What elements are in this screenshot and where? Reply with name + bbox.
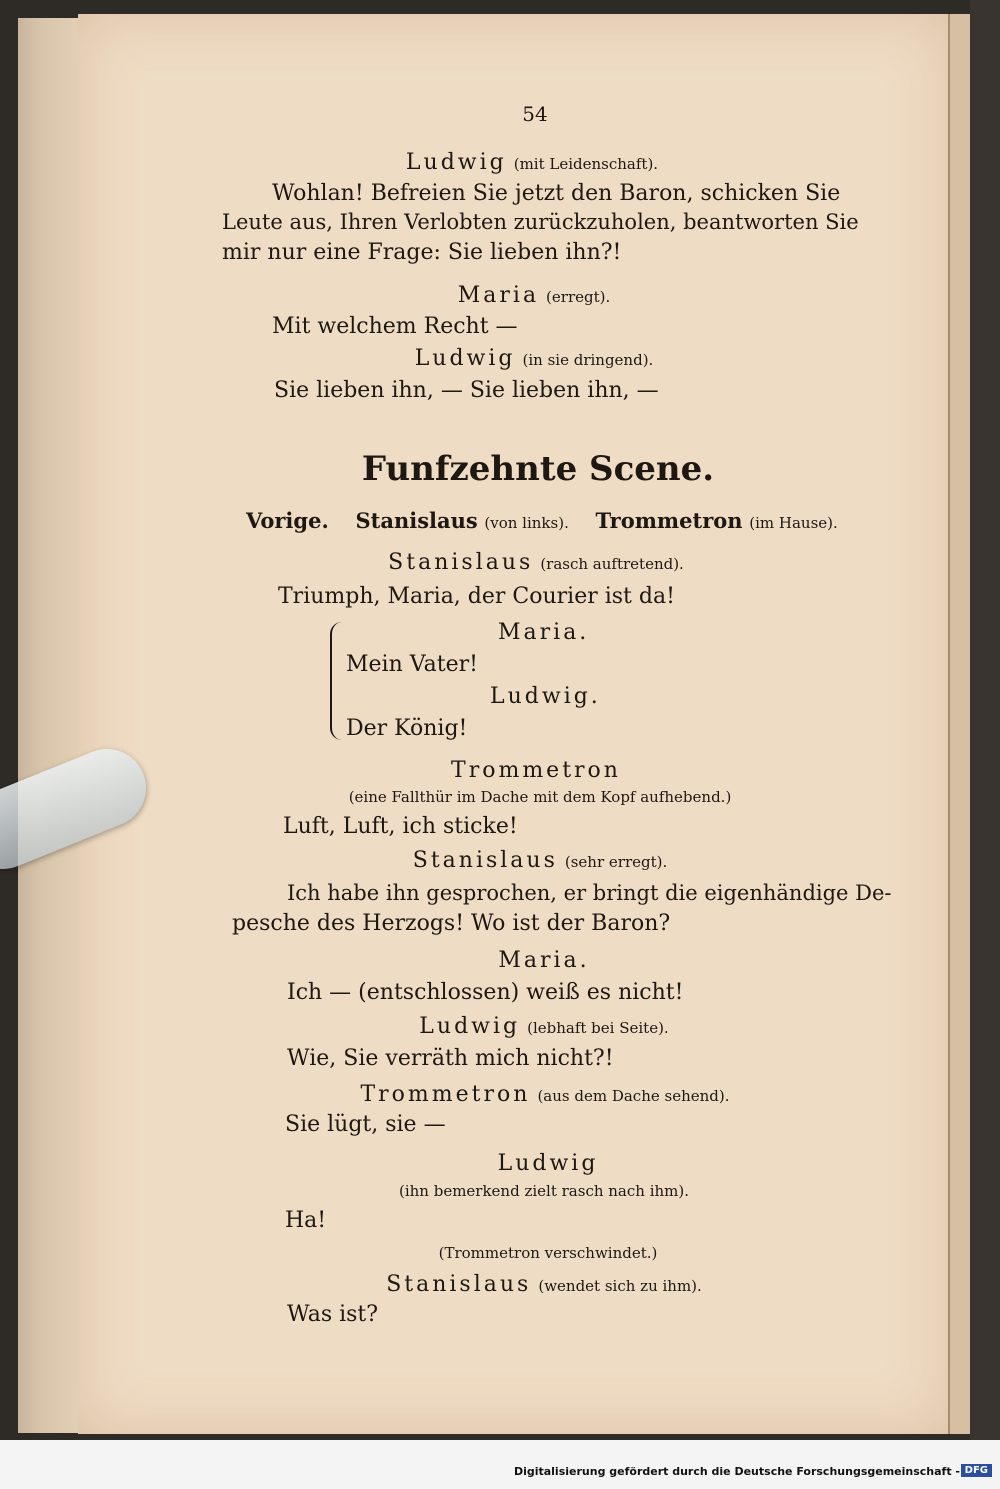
speaker-name: Ludwig. [490, 684, 601, 709]
stage-direction: (in sie dringend). [522, 351, 654, 369]
stage-direction: (eine Fallthür im Dache mit dem Kopf aufhebend.) [348, 788, 732, 806]
dialogue-line: pesche des Herzogs! Wo ist der Baron? [232, 911, 671, 936]
dialogue-line: Der König! [346, 716, 468, 741]
dfg-logo: DFG [961, 1464, 992, 1477]
dialogue-line: Luft, Luft, ich sticke! [283, 814, 518, 839]
speaker-line [413, 850, 668, 872]
page-edge-right [948, 14, 972, 1434]
stage-direction: (wendet sich zu ihm). [538, 1277, 702, 1295]
dialogue-line: Sie lieben ihn, — Sie lieben ihn, — [274, 378, 659, 403]
stage-direction: (lebhaft bei Seite). [527, 1019, 669, 1037]
speaker-name: Stanislaus [412, 848, 558, 873]
dialogue-line: mir nur eine Frage: Sie lieben ihn?! [222, 240, 622, 265]
footer-bar [0, 1440, 1000, 1489]
stage-direction: (erregt). [546, 288, 611, 306]
page-edge-left [18, 18, 82, 1433]
speaker-name: Maria [457, 283, 540, 308]
speaker-line [458, 285, 611, 307]
cast-note: (im Hause). [749, 514, 838, 532]
speaker-line [360, 1084, 729, 1106]
dialogue-line: Leute aus, Ihren Verlobten zurückzuholen, beantworten Sie [222, 210, 859, 234]
cast-stanislaus: Stanislaus [355, 508, 478, 533]
speaker-line [388, 552, 684, 574]
stage-direction: (ihn bemerkend zielt rasch nach ihm). [398, 1182, 690, 1200]
speaker-line [386, 1274, 702, 1296]
speaker-line [406, 152, 658, 174]
speaker-name: Trommetron [451, 758, 621, 783]
dialogue-line: Wohlan! Befreien Sie jetzt den Baron, schicken Sie [272, 181, 841, 206]
dialogue-line: Ich habe ihn gesprochen, er bringt die eigenhändige De- [287, 881, 892, 905]
dialogue-line: Ha! [285, 1208, 327, 1233]
stage-direction: (rasch auftretend). [540, 555, 684, 573]
dialogue-line: Ich — (entschlossen) weiß es nicht! [287, 980, 684, 1005]
speaker-name: Trommetron [360, 1082, 531, 1107]
dialogue-line: Wie, Sie verräth mich nicht?! [287, 1046, 614, 1071]
dialogue-line: Triumph, Maria, der Courier ist da! [278, 584, 675, 609]
speaker-name: Stanislaus [388, 550, 534, 575]
stage-direction: (aus dem Dache sehend). [537, 1087, 730, 1105]
cast-vorige: Vorige. [246, 508, 329, 533]
dialogue-line: Sie lügt, sie — [285, 1112, 446, 1137]
page-number: 54 [522, 102, 548, 126]
speaker-name: Maria. [498, 948, 590, 973]
speaker-name: Ludwig [414, 346, 516, 371]
cast-note: (von links). [484, 514, 569, 532]
stage-direction: (Trommetron verschwindet.) [438, 1244, 658, 1262]
stage-direction: (sehr erregt). [564, 853, 668, 871]
speaker-name: Maria. [498, 620, 590, 645]
scene-heading: Funfzehnte Scene. [361, 449, 715, 489]
dialogue-line: Mit welchem Recht — [272, 314, 518, 339]
cast-trommetron: Trommetron [595, 508, 743, 533]
cast-line [246, 510, 838, 532]
dialogue-line: Mein Vater! [346, 652, 478, 677]
speaker-line [415, 348, 654, 370]
speaker-line [419, 1016, 668, 1038]
speaker-name: Stanislaus [386, 1272, 532, 1297]
speaker-name: Ludwig [497, 1151, 599, 1176]
footer-credit: Digitalisierung gefördert durch die Deutsche Forschungsgemeinschaft - [513, 1465, 960, 1478]
speaker-name: Ludwig [405, 150, 507, 175]
dialogue-line: Was ist? [287, 1302, 379, 1327]
speaker-name: Ludwig [419, 1014, 521, 1039]
brace [330, 622, 346, 740]
stage-direction: (mit Leidenschaft). [513, 155, 659, 173]
scanner-background [970, 0, 1000, 1440]
